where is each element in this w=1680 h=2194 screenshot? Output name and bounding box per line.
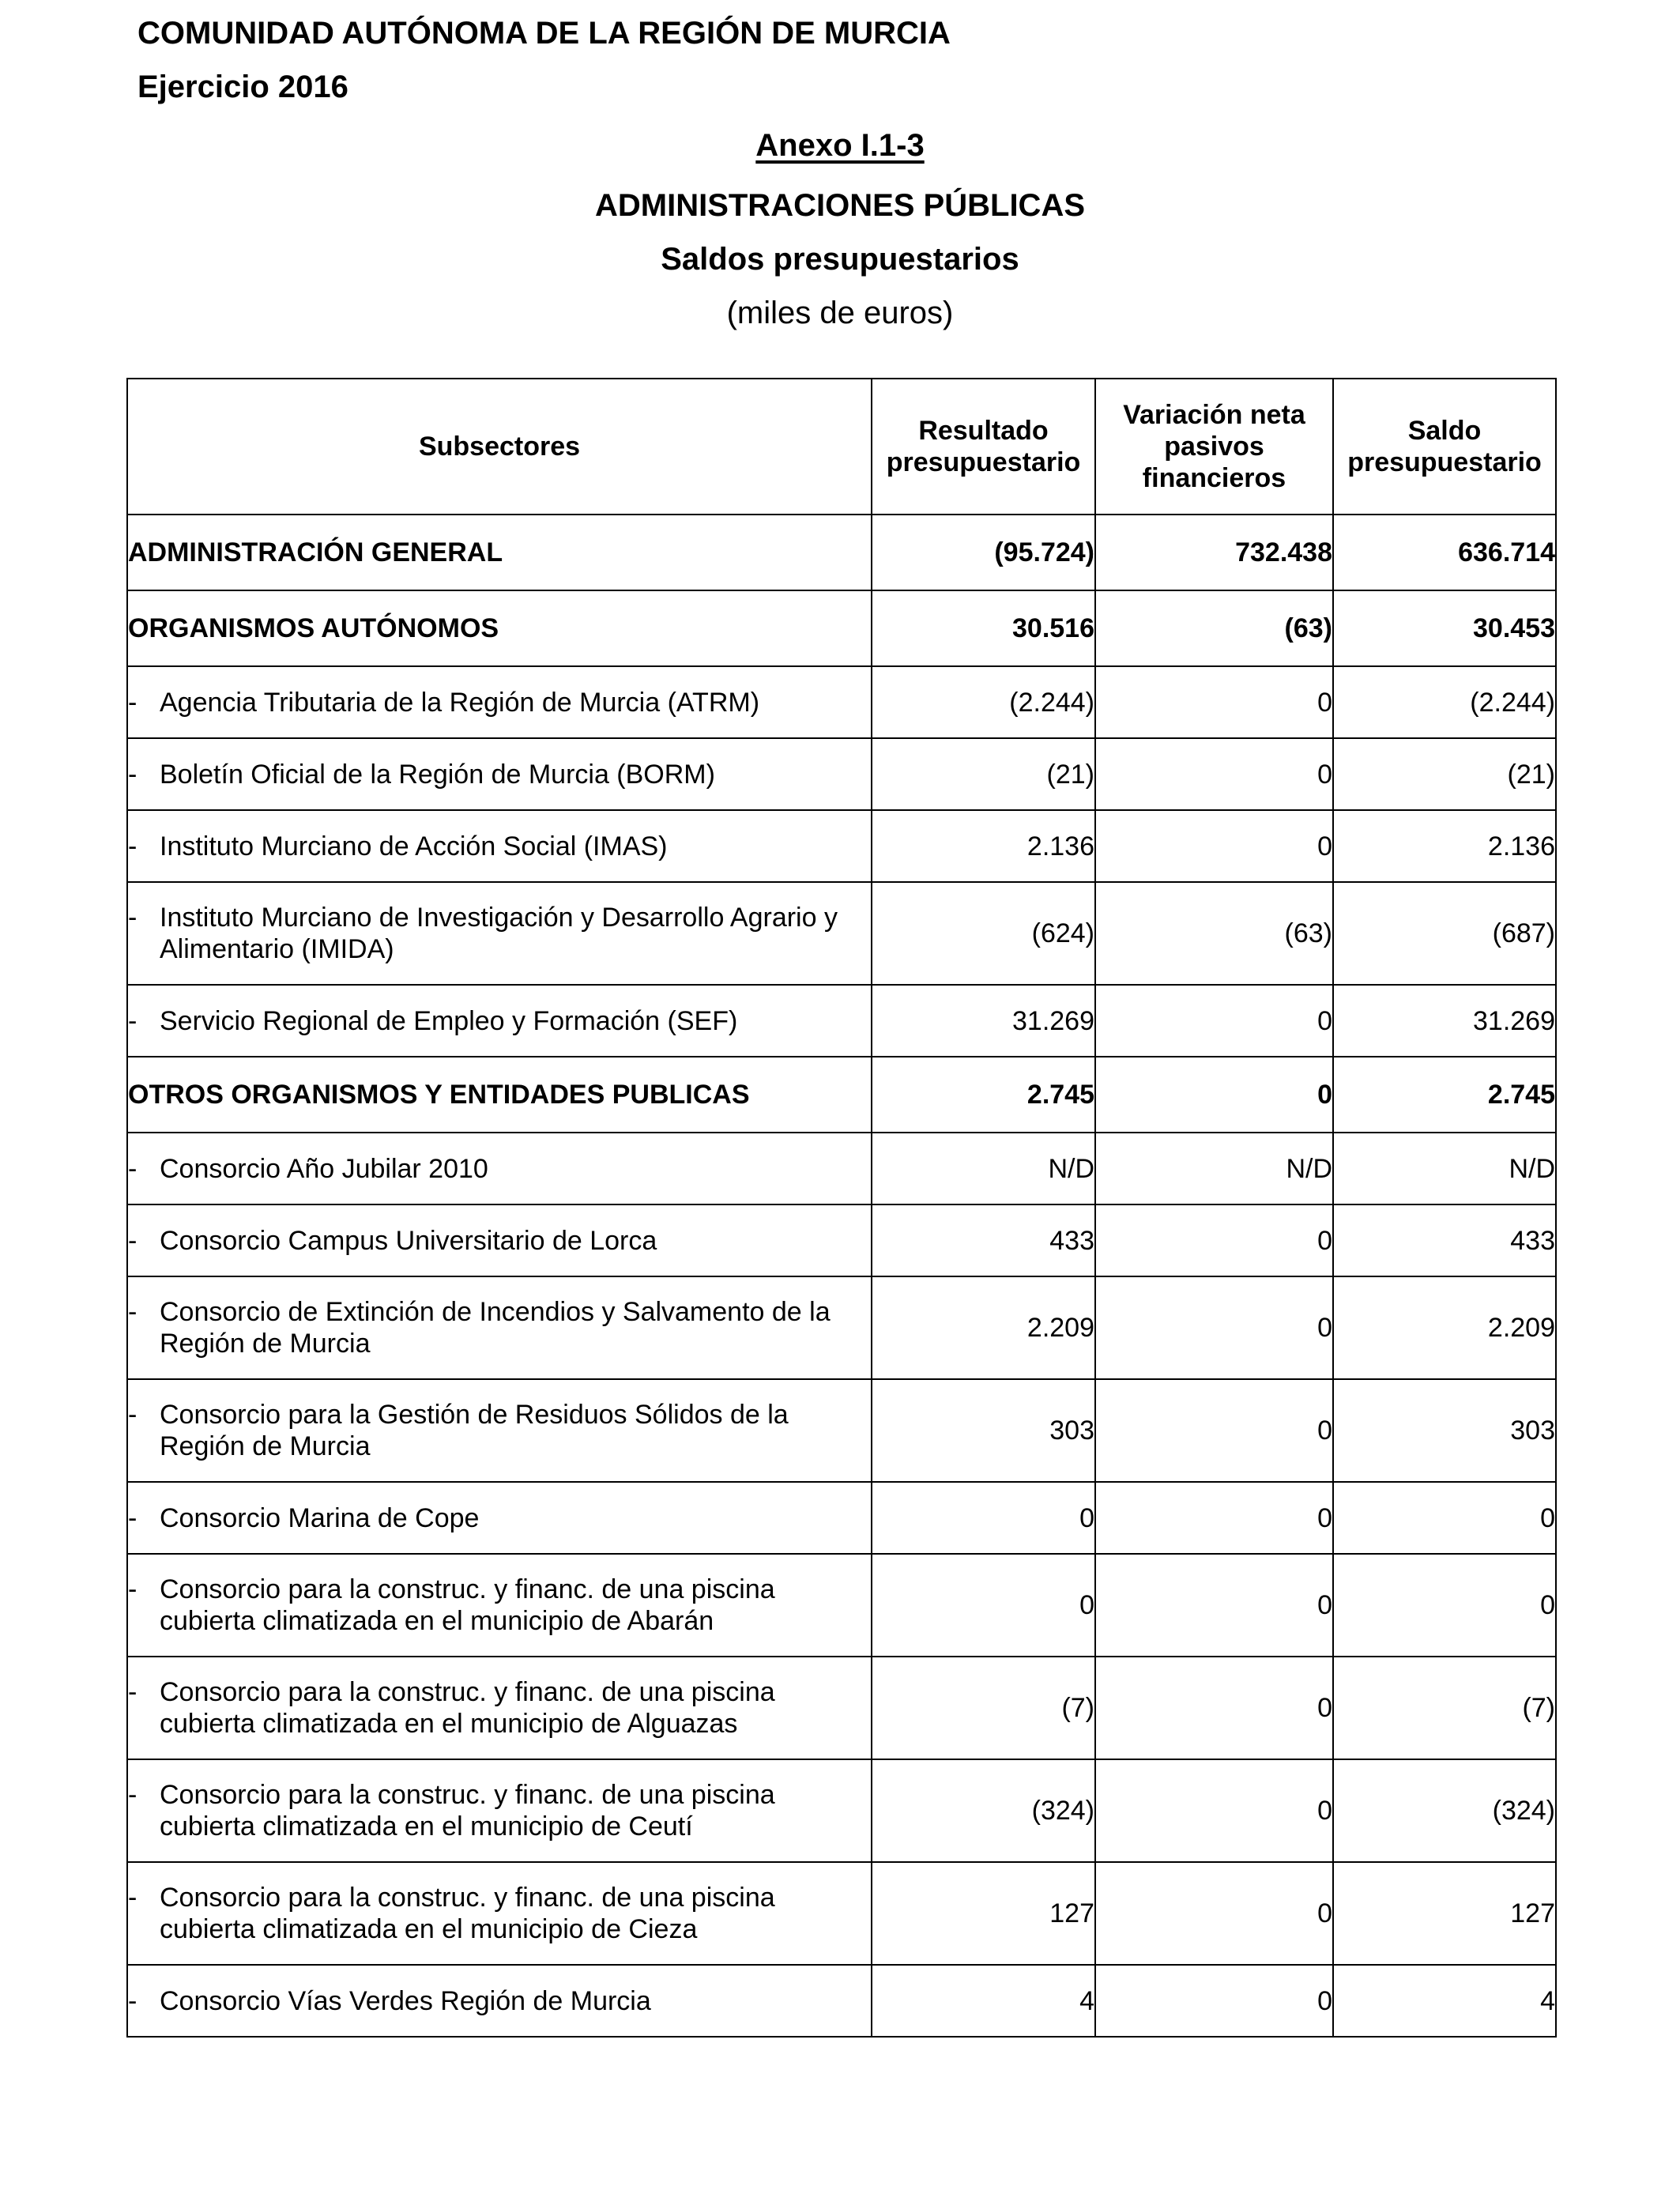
subsector-item (128, 1574, 871, 1637)
subsector-label: Instituto Murciano de Investigación y Desarrollo Agrario y Alimentario (IMIDA) (160, 903, 838, 964)
table-body (127, 515, 1556, 2037)
subsector-cell (127, 1379, 872, 1482)
subsector-item (128, 1005, 871, 1037)
resultado-cell: (2.244) (872, 666, 1095, 738)
variacion-cell: 0 (1095, 1379, 1333, 1482)
subsector-group-label: ORGANISMOS AUTÓNOMOS (127, 590, 872, 666)
resultado-cell: 0 (872, 1482, 1095, 1554)
table-row (127, 738, 1556, 810)
subsector-label: Instituto Murciano de Acción Social (IMAS) (160, 831, 668, 861)
table-row (127, 1482, 1556, 1554)
variacion-cell: 0 (1095, 1057, 1333, 1133)
variacion-cell: 0 (1095, 666, 1333, 738)
table-group-row (127, 1057, 1556, 1133)
list-dash: - (128, 903, 137, 933)
subsector-cell (127, 1133, 872, 1204)
table-row (127, 1862, 1556, 1965)
subsector-item (128, 831, 871, 862)
resultado-cell: 127 (872, 1862, 1095, 1965)
list-dash: - (128, 1883, 137, 1913)
subsector-item (128, 759, 871, 790)
table-row (127, 810, 1556, 882)
subsector-cell (127, 1657, 872, 1759)
subsector-label: Consorcio Campus Universitario de Lorca (160, 1225, 657, 1256)
saldo-cell: (21) (1333, 738, 1556, 810)
table-row (127, 1276, 1556, 1379)
table-row (127, 1657, 1556, 1759)
subsector-item (128, 1502, 871, 1534)
subsector-item (128, 1296, 871, 1359)
list-dash: - (128, 1297, 137, 1327)
list-dash: - (128, 1502, 137, 1533)
subsector-group-label: OTROS ORGANISMOS Y ENTIDADES PUBLICAS (127, 1057, 872, 1133)
subsector-label: Consorcio para la construc. y financ. de una piscina cubierta climatizada en el municipio de Ceutí (160, 1780, 775, 1842)
variacion-cell: (63) (1095, 882, 1333, 985)
variacion-cell: 0 (1095, 1554, 1333, 1657)
subsector-cell (127, 985, 872, 1057)
saldo-cell: 0 (1333, 1482, 1556, 1554)
subsector-item (128, 1985, 871, 2017)
subsector-label: Boletín Oficial de la Región de Murcia (BORM) (160, 759, 715, 790)
subsector-item (128, 1153, 871, 1185)
list-dash: - (128, 1677, 137, 1707)
list-dash: - (128, 1153, 137, 1184)
saldo-cell: 30.453 (1333, 590, 1556, 666)
fiscal-year-title: Ejercicio 2016 (137, 70, 348, 104)
saldo-cell: 4 (1333, 1965, 1556, 2037)
saldo-cell: 2.209 (1333, 1276, 1556, 1379)
variacion-cell: (63) (1095, 590, 1333, 666)
saldo-cell: (2.244) (1333, 666, 1556, 738)
column-header-subsectores: Subsectores (127, 379, 872, 515)
variacion-cell: 0 (1095, 1862, 1333, 1965)
subsector-cell (127, 666, 872, 738)
saldo-cell: 2.136 (1333, 810, 1556, 882)
saldo-cell: 636.714 (1333, 515, 1556, 590)
saldo-cell: 433 (1333, 1204, 1556, 1276)
resultado-cell: (7) (872, 1657, 1095, 1759)
resultado-cell: (95.724) (872, 515, 1095, 590)
saldo-cell: 0 (1333, 1554, 1556, 1657)
column-header-saldo: Saldo presupuestario (1333, 379, 1556, 515)
resultado-cell: 2.136 (872, 810, 1095, 882)
subsector-cell (127, 1482, 872, 1554)
saldo-cell: (7) (1333, 1657, 1556, 1759)
variacion-cell: 0 (1095, 1657, 1333, 1759)
table-row (127, 882, 1556, 985)
subsector-item (128, 1882, 871, 1945)
subsector-label: Consorcio de Extinción de Incendios y Salvamento de la Región de Murcia (160, 1297, 831, 1359)
subsector-item (128, 1225, 871, 1257)
resultado-cell: 4 (872, 1965, 1095, 2037)
saldo-cell: 127 (1333, 1862, 1556, 1965)
section-title: ADMINISTRACIONES PÚBLICAS (594, 188, 1086, 223)
variacion-cell: 0 (1095, 1276, 1333, 1379)
list-dash: - (128, 1225, 137, 1256)
subsector-label: Consorcio Año Jubilar 2010 (160, 1153, 488, 1184)
variacion-cell: 732.438 (1095, 515, 1333, 590)
variacion-cell: 0 (1095, 1482, 1333, 1554)
resultado-cell: 433 (872, 1204, 1095, 1276)
table-header-row (127, 379, 1556, 515)
saldo-cell: (687) (1333, 882, 1556, 985)
subsector-cell (127, 882, 872, 985)
subsector-item (128, 1399, 871, 1462)
column-header-variacion: Variación neta pasivos financieros (1095, 379, 1333, 515)
list-dash: - (128, 1005, 137, 1036)
subsector-cell (127, 1204, 872, 1276)
resultado-cell: (21) (872, 738, 1095, 810)
variacion-cell: 0 (1095, 1759, 1333, 1862)
variacion-cell: 0 (1095, 810, 1333, 882)
subsector-label: Consorcio para la Gestión de Residuos Sólidos de la Región de Murcia (160, 1400, 789, 1461)
subsector-cell (127, 1862, 872, 1965)
subsector-item (128, 1779, 871, 1842)
resultado-cell: 2.209 (872, 1276, 1095, 1379)
resultado-cell: 2.745 (872, 1057, 1095, 1133)
table-group-row (127, 590, 1556, 666)
column-header-resultado: Resultado presupuestario (872, 379, 1095, 515)
units-note: (miles de euros) (726, 296, 954, 330)
resultado-cell: 30.516 (872, 590, 1095, 666)
table-row (127, 1965, 1556, 2037)
table-row (127, 985, 1556, 1057)
subsector-group-label: ADMINISTRACIÓN GENERAL (127, 515, 872, 590)
list-dash: - (128, 1400, 137, 1430)
list-dash: - (128, 831, 137, 861)
saldo-cell: (324) (1333, 1759, 1556, 1862)
saldo-cell: N/D (1333, 1133, 1556, 1204)
table-row (127, 1204, 1556, 1276)
resultado-cell: (324) (872, 1759, 1095, 1862)
subsector-label: Consorcio para la construc. y financ. de una piscina cubierta climatizada en el municipio de Cieza (160, 1883, 775, 1944)
variacion-cell: 0 (1095, 1204, 1333, 1276)
subsector-cell (127, 1276, 872, 1379)
subsector-cell (127, 1759, 872, 1862)
subsector-item (128, 1676, 871, 1740)
subsector-cell (127, 738, 872, 810)
variacion-cell: 0 (1095, 738, 1333, 810)
resultado-cell: 303 (872, 1379, 1095, 1482)
variacion-cell: 0 (1095, 1965, 1333, 2037)
subsector-item (128, 902, 871, 965)
subsector-cell (127, 1965, 872, 2037)
resultado-cell: (624) (872, 882, 1095, 985)
subsector-label: Consorcio Vías Verdes Región de Murcia (160, 1985, 651, 2016)
subsector-label: Consorcio para la construc. y financ. de una piscina cubierta climatizada en el municipio de Alguazas (160, 1677, 775, 1739)
list-dash: - (128, 1574, 137, 1604)
subsector-label: Consorcio Marina de Cope (160, 1502, 480, 1533)
list-dash: - (128, 759, 137, 790)
table-title: Saldos presupuestarios (661, 242, 1019, 277)
table-group-row (127, 515, 1556, 590)
saldo-cell: 31.269 (1333, 985, 1556, 1057)
resultado-cell: N/D (872, 1133, 1095, 1204)
subsector-item (128, 687, 871, 718)
resultado-cell: 31.269 (872, 985, 1095, 1057)
subsector-cell (127, 1554, 872, 1657)
variacion-cell: N/D (1095, 1133, 1333, 1204)
list-dash: - (128, 687, 137, 718)
annex-title: Anexo I.1-3 (755, 128, 925, 163)
organization-title: COMUNIDAD AUTÓNOMA DE LA REGIÓN DE MURCIA (137, 16, 951, 51)
list-dash: - (128, 1985, 137, 2016)
subsector-label: Consorcio para la construc. y financ. de una piscina cubierta climatizada en el municipio de Abarán (160, 1574, 775, 1636)
saldo-cell: 2.745 (1333, 1057, 1556, 1133)
saldo-cell: 303 (1333, 1379, 1556, 1482)
table-row (127, 1379, 1556, 1482)
subsector-cell (127, 810, 872, 882)
table-row (127, 1133, 1556, 1204)
table-row (127, 666, 1556, 738)
variacion-cell: 0 (1095, 985, 1333, 1057)
subsector-label: Servicio Regional de Empleo y Formación (SEF) (160, 1005, 738, 1036)
table-row (127, 1759, 1556, 1862)
subsector-label: Agencia Tributaria de la Región de Murcia (ATRM) (160, 687, 760, 718)
budget-balance-table (126, 378, 1557, 2038)
resultado-cell: 0 (872, 1554, 1095, 1657)
list-dash: - (128, 1780, 137, 1810)
table-row (127, 1554, 1556, 1657)
